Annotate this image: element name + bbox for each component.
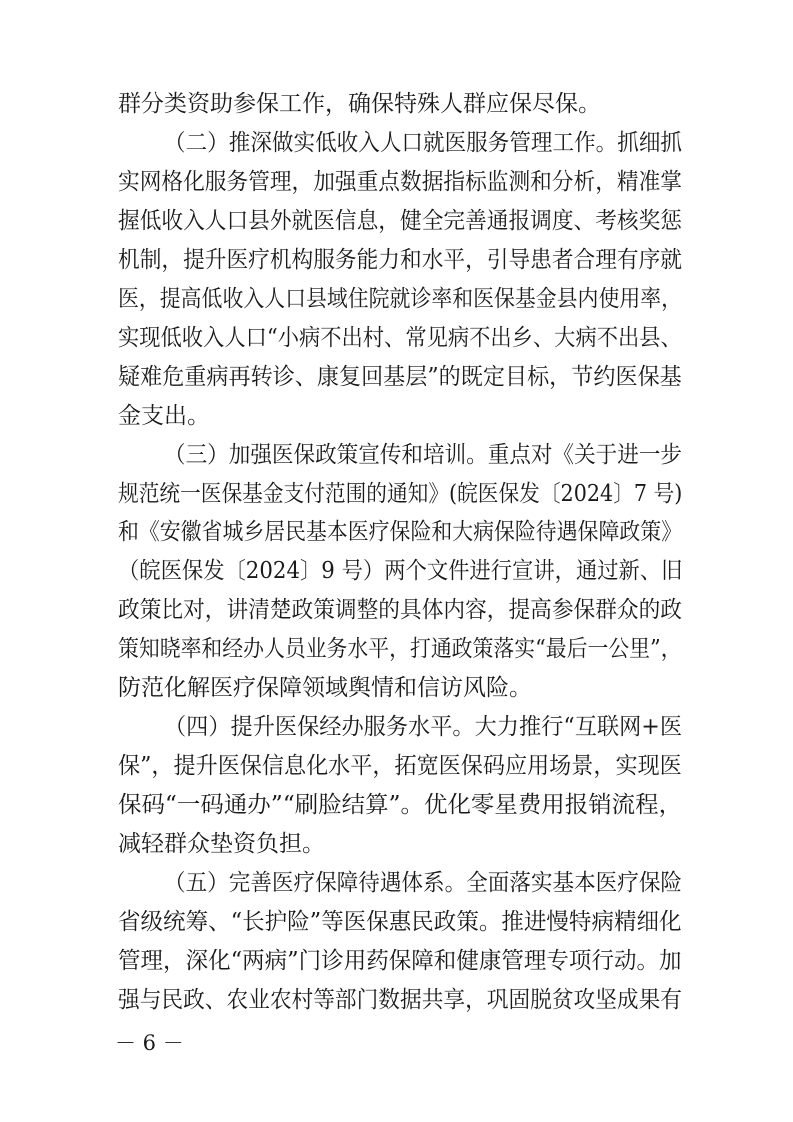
text-line: 强与民政、农业农村等部门数据共享，巩固脱贫攻坚成果有 <box>118 986 682 1013</box>
text-line: 医，提高低收入人口县域住院就诊率和医保基金县内使用率， <box>118 285 682 312</box>
text-line: （四）提升医保经办服务水平。大力推行“互联网+医 <box>164 714 683 741</box>
text-line: 和《安徽省城乡居民基本医疗保险和大病保险待遇保障政策》 <box>118 519 682 546</box>
text-line: 群分类资助参保工作，确保特殊人群应保尽保。 <box>118 91 601 117</box>
text-line: （五）完善医疗保障待遇体系。全面落实基本医疗保险 <box>164 870 682 896</box>
text-line: 实现低收入人口“小病不出村、常见病不出乡、大病不出县、 <box>118 324 682 351</box>
text-line: 管理，深化“两病”门诊用药保障和健康管理专项行动。加 <box>118 947 682 974</box>
text-line: 策知晓率和经办人员业务水平，打通政策落实“最后一公里”， <box>118 636 682 663</box>
text-line: （二）推深做实低收入人口就医服务管理工作。抓细抓 <box>164 129 682 156</box>
text-line: （皖医保发〔2024〕9 号）两个文件进行宣讲，通过新、旧 <box>118 558 683 585</box>
text-line: 机制，提升医疗机构服务能力和水平，引导患者合理有序就 <box>118 246 682 273</box>
text-line: 握低收入人口县外就医信息，健全完善通报调度、考核奖惩 <box>118 207 682 234</box>
text-line: 保码“一码通办”“刷脸结算”。优化零星费用报销流程， <box>118 792 683 819</box>
text-line: 防范化解医疗保障领域舆情和信访风险。 <box>118 675 532 702</box>
page-number: － 6 － <box>115 1031 184 1055</box>
text-line: 疑难危重病再转诊、康复回基层”的既定目标，节约医保基 <box>118 363 682 390</box>
text-line: 保”，提升医保信息化水平，拓宽医保码应用场景，实现医 <box>118 753 682 780</box>
text-line: （三）加强医保政策宣传和培训。重点对《关于进一步 <box>164 441 682 468</box>
text-line: 政策比对，讲清楚政策调整的具体内容，提高参保群众的政 <box>118 597 682 624</box>
text-line: 规范统一医保基金支付范围的通知》(皖医保发〔2024〕7 号) <box>118 480 683 507</box>
text-line: 省级统筹、“长护险”等医保惠民政策。推进慢特病精细化 <box>118 908 682 935</box>
text-line: 金支出。 <box>118 402 210 429</box>
text-line: 实网格化服务管理，加强重点数据指标监测和分析，精准掌 <box>118 168 682 195</box>
text-line: 减轻群众垫资负担。 <box>118 831 325 858</box>
